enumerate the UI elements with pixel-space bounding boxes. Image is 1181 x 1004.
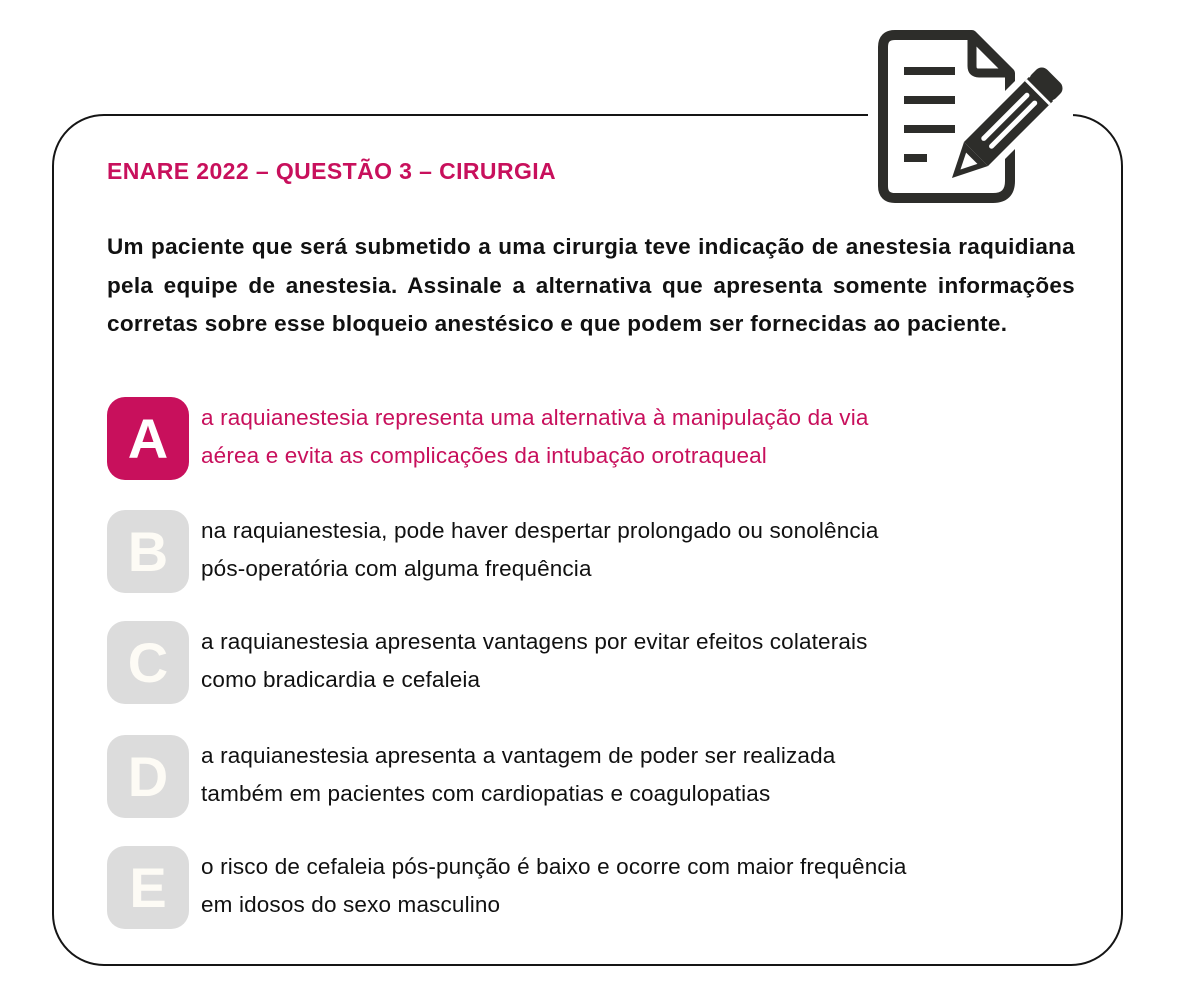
- option-b-line-2: pós-operatória com alguma frequência: [201, 556, 592, 581]
- option-text-e: [201, 848, 1081, 924]
- option-badge-e[interactable]: E: [107, 846, 189, 929]
- option-text-d: [201, 737, 1081, 813]
- option-e[interactable]: [107, 846, 1087, 930]
- option-text-c: [201, 623, 1081, 699]
- option-text-a: [201, 399, 1081, 475]
- option-a-line-1: a raquianestesia representa uma alternativa à manipulação da via: [201, 405, 869, 430]
- option-a-line-2: aérea e evita as complicações da intubação orotraqueal: [201, 443, 767, 468]
- option-d-line-2: também em pacientes com cardiopatias e coagulopatias: [201, 781, 771, 806]
- option-c-line-2: como bradicardia e cefaleia: [201, 667, 481, 692]
- option-text-b: [201, 512, 1081, 588]
- option-d-line-1: a raquianestesia apresenta a vantagem de poder ser realizada: [201, 743, 836, 768]
- option-badge-a[interactable]: A: [107, 397, 189, 480]
- question-title: ENARE 2022 – QUESTÃO 3 – CIRURGIA: [107, 158, 557, 184]
- option-d[interactable]: [107, 735, 1087, 819]
- option-badge-b[interactable]: B: [107, 510, 189, 593]
- option-b-line-1: na raquianestesia, pode haver despertar prolongado ou sonolência: [201, 518, 879, 543]
- question-text: Um paciente que será submetido a uma cirurgia teve indicação de anestesia raquidiana pela equipe de anestesia. Assinale a alternativa que apresenta somente informações corretas sobre esse bloqueio anestésico e que podem ser fornecidas ao paciente.: [107, 234, 1075, 336]
- option-c[interactable]: [107, 621, 1087, 705]
- option-badge-c[interactable]: C: [107, 621, 189, 704]
- option-c-line-1: a raquianestesia apresenta vantagens por evitar efeitos colaterais: [201, 629, 868, 654]
- option-e-line-2: em idosos do sexo masculino: [201, 892, 501, 917]
- option-a[interactable]: [107, 397, 1087, 481]
- option-badge-d[interactable]: D: [107, 735, 189, 818]
- option-e-line-1: o risco de cefaleia pós-punção é baixo e ocorre com maior frequência: [201, 854, 907, 879]
- document-with-pencil-icon: [868, 22, 1073, 212]
- option-b[interactable]: [107, 510, 1087, 594]
